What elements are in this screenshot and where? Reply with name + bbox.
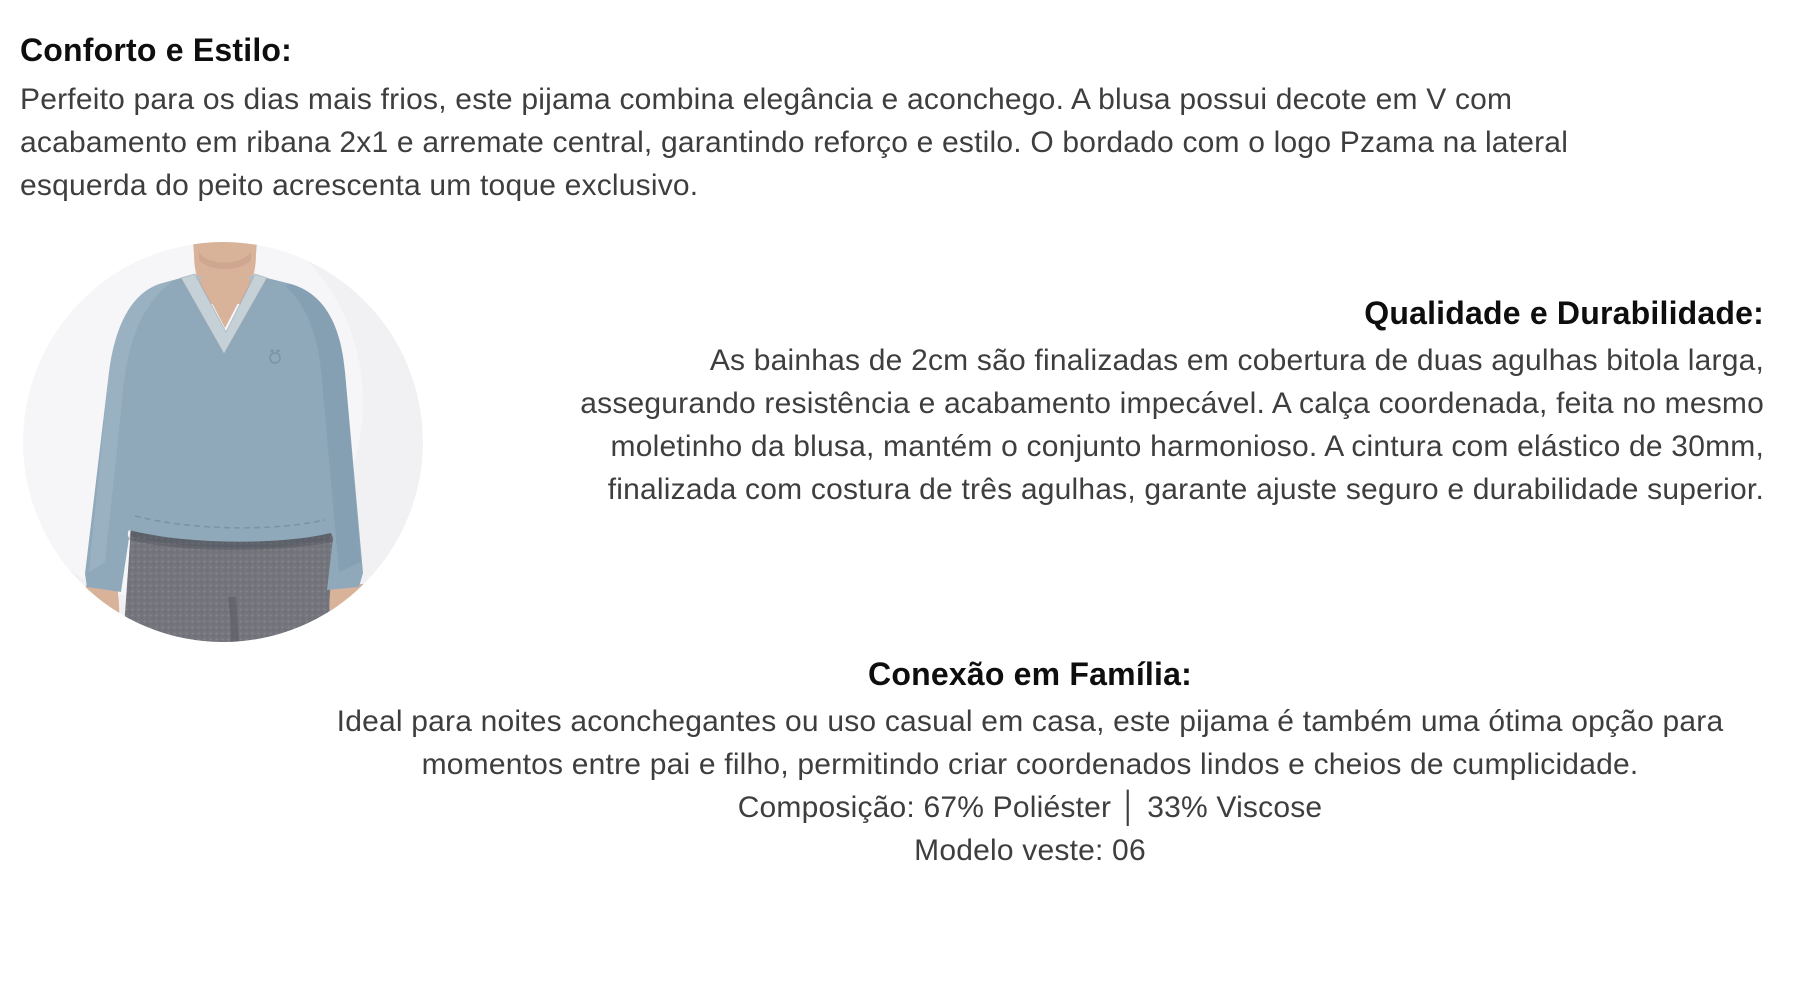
qualidade-line-2: assegurando resistência e acabamento impecável. A calça coordenada, feita no mesmo [580,387,1764,420]
section-conexao [260,652,1800,872]
qualidade-paragraph [400,339,1764,511]
model-size-line: Modelo veste: 06 [914,834,1146,867]
conexao-paragraph [260,700,1800,872]
conexao-line-2: momentos entre pai e filho, permitindo criar coordenados lindos e cheios de cumplicidade. [421,748,1639,781]
conforto-heading: Conforto e Estilo: [20,32,293,68]
qualidade-line-4: finalizada com costura de três agulhas, garante ajuste seguro e durabilidade superior. [607,473,1764,506]
conexao-line-1: Ideal para noites aconchegantes ou uso casual em casa, este pijama é também uma ótima opção para [336,705,1724,738]
conforto-line-2: acabamento em ribana 2x1 e arremate central, garantindo reforço e estilo. O bordado com o logo Pzama na lateral [20,126,1569,159]
child-hand-right [329,584,368,642]
photo-circle-svg [23,242,423,642]
section-qualidade [400,291,1764,511]
qualidade-line-3: moletinho da blusa, mantém o conjunto harmonioso. A cintura com elástico de 30mm, [610,430,1764,463]
composition-line: Composição: 67% Poliéster │ 33% Viscose [737,791,1323,824]
section-conforto [20,28,1760,207]
product-photo [23,242,423,642]
conexao-heading: Conexão em Família: [868,656,1192,692]
conforto-paragraph [20,78,1760,207]
qualidade-heading: Qualidade e Durabilidade: [1364,295,1764,331]
qualidade-line-1: As bainhas de 2cm são finalizadas em cobertura de duas agulhas bitola larga, [709,344,1764,377]
child-hand-left [82,582,119,642]
conforto-line-1: Perfeito para os dias mais frios, este pijama combina elegância e aconchego. A blusa possui decote em V com [20,83,1513,116]
conforto-line-3: esquerda do peito acrescenta um toque exclusivo. [20,169,699,202]
